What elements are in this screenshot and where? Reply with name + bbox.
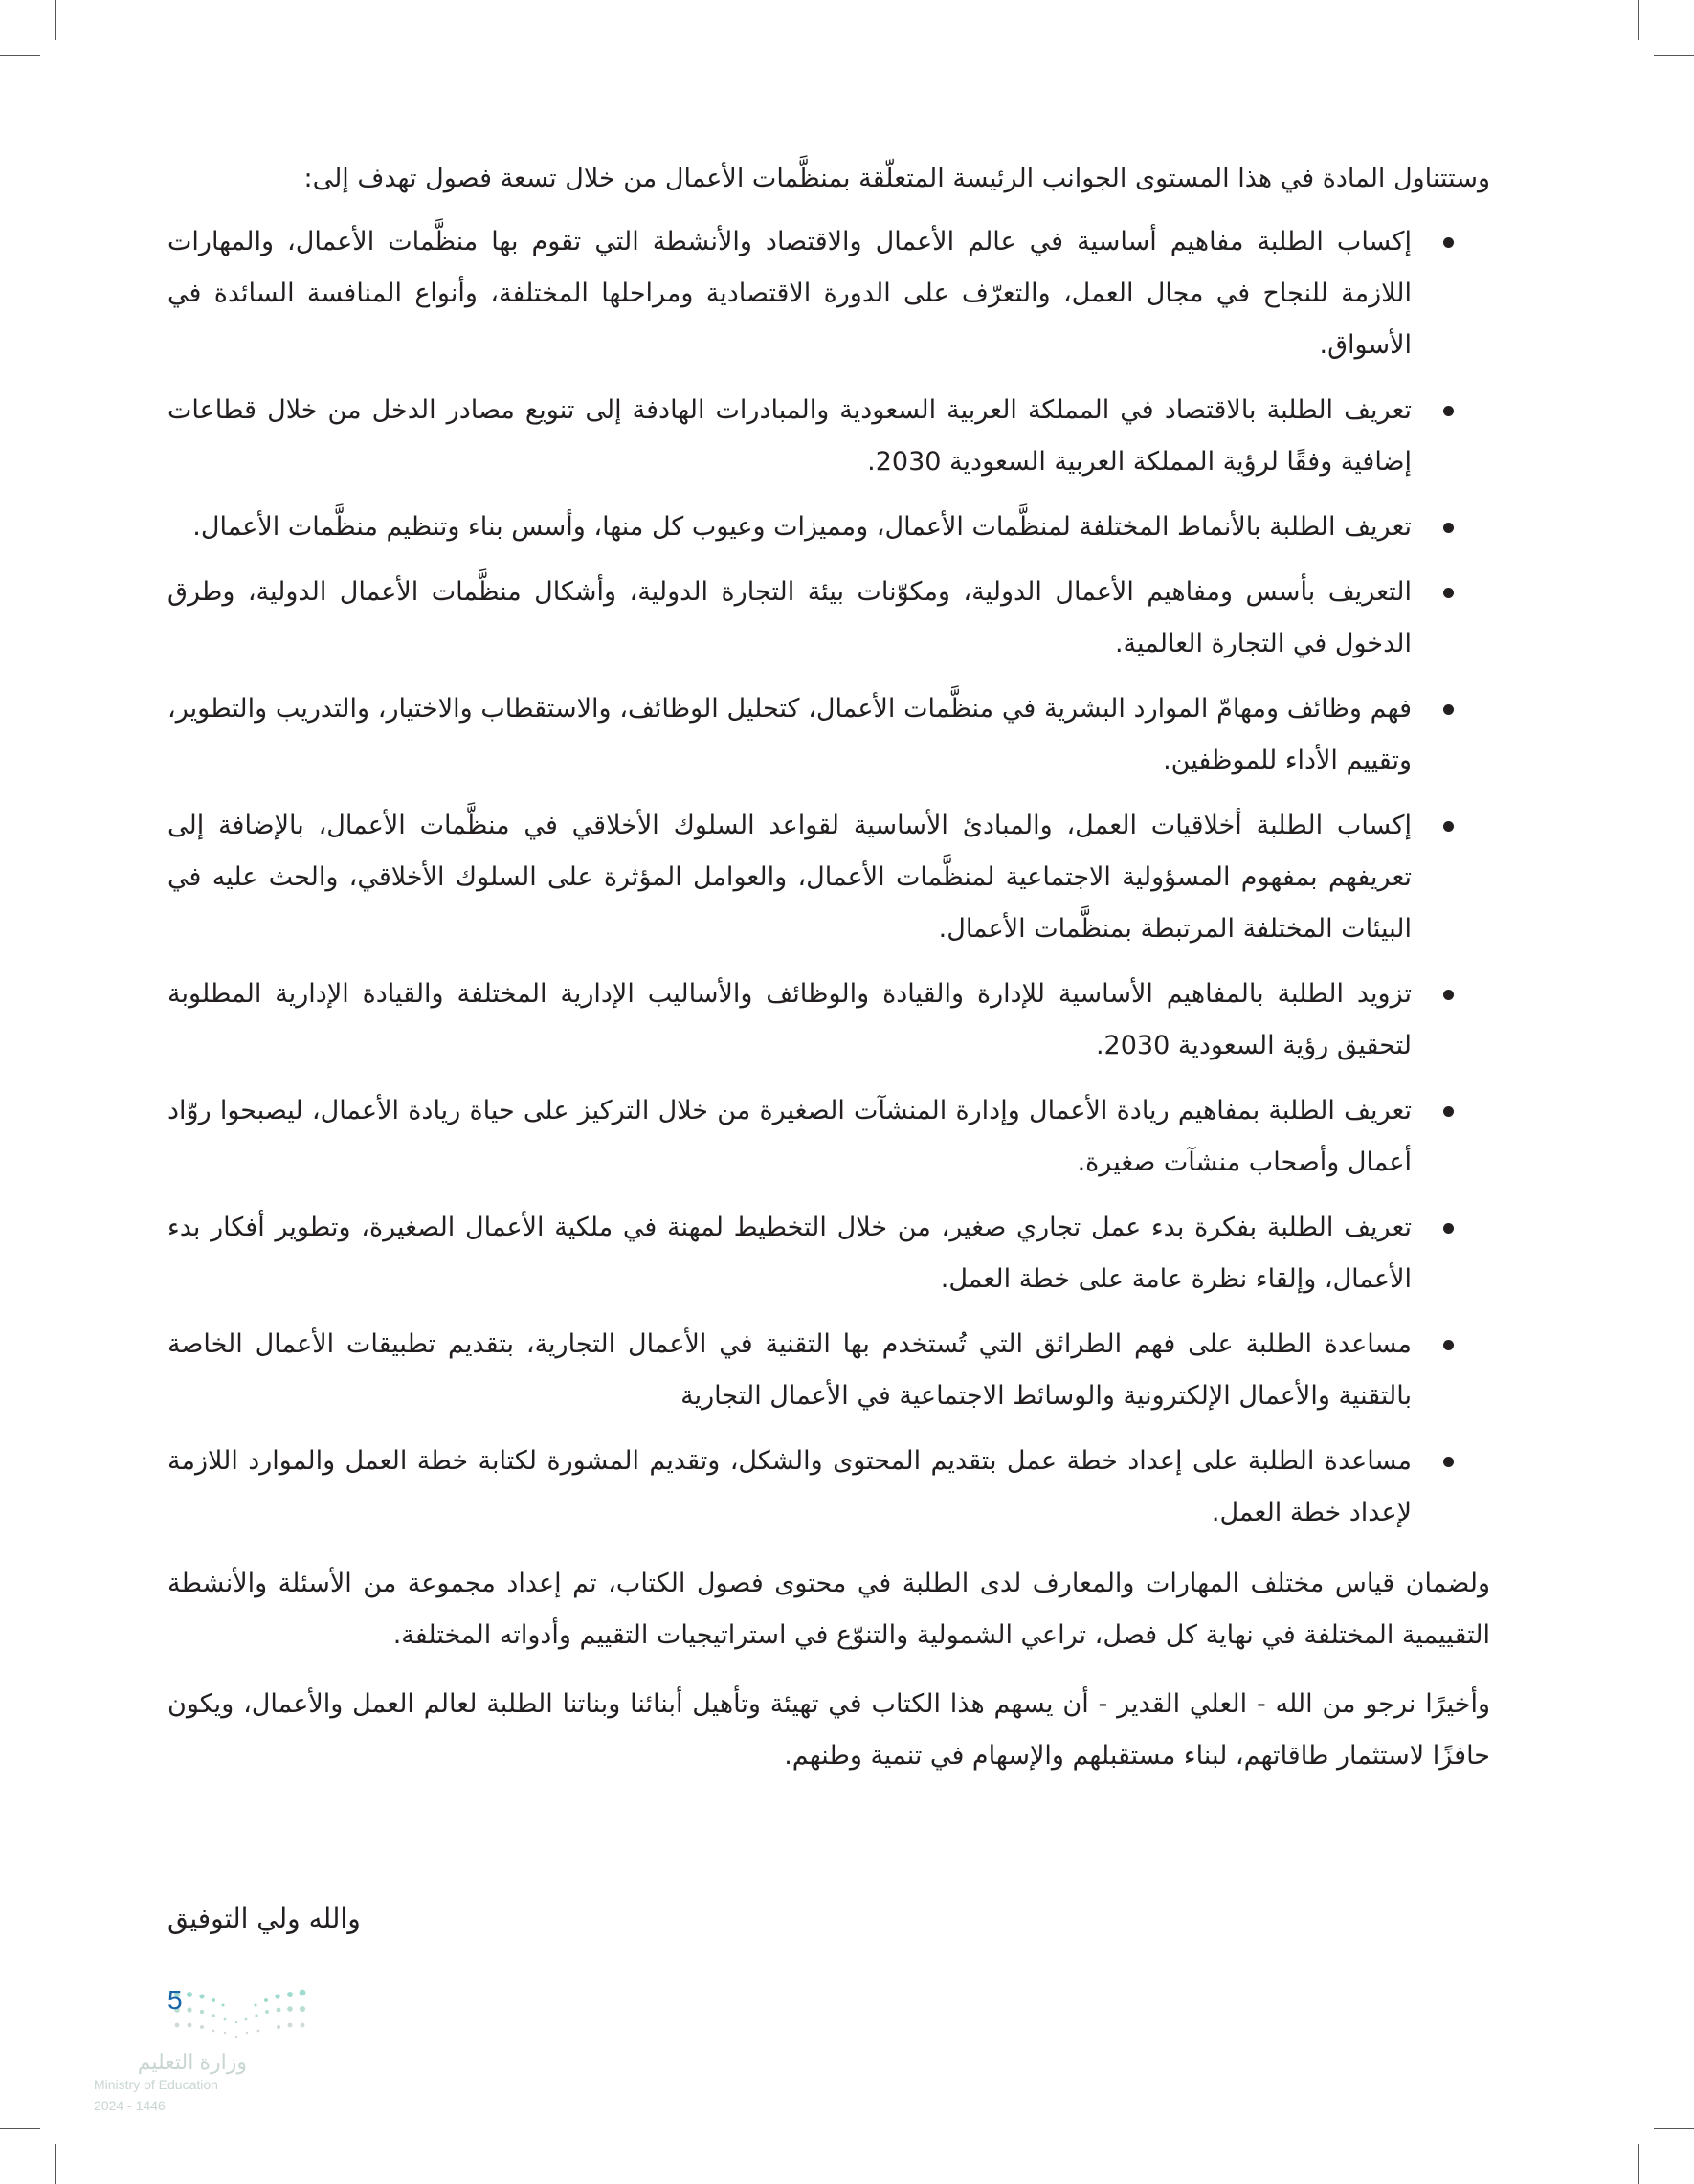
objective-text: التعريف بأسس ومفاهيم الأعمال الدولية، ومكوّنات بيئة التجارة الدولية، وأشكال منظَّمات الأعمال الدولية، وطرق الدخول في التجارة العالمية. (167, 577, 1412, 658)
ministry-name-english: Ministry of Education (94, 2077, 218, 2092)
objective-text: مساعدة الطلبة على إعداد خطة عمل بتقديم المحتوى والشكل، وتقديم المشورة لكتابة خطة العمل والموارد اللازمة لإعداد خطة العمل. (167, 1446, 1412, 1527)
crop-mark-bottom-left-horizontal (0, 2128, 40, 2129)
objective-item (167, 567, 1490, 670)
objective-text: تعريف الطلبة بفكرة بدء عمل تجاري صغير، من خلال التخطيط لمهنة في ملكية الأعمال الصغيرة، وتطوير أفكار بدء الأعمال، وإلقاء نظرة عامة على خطة العمل. (167, 1213, 1412, 1294)
objective-item (167, 683, 1490, 787)
objective-text: تعريف الطلبة بالاقتصاد في المملكة العربية السعودية والمبادرات الهادفة إلى تنويع مصادر الدخل من خلال قطاعات إضافية وفقًا لرؤية المملكة العربية السعودية 2030. (167, 395, 1412, 477)
bullet-icon (1443, 821, 1454, 832)
crop-mark-bottom-right-horizontal (1654, 2128, 1694, 2129)
objective-item (167, 216, 1490, 371)
bullet-icon (1443, 1340, 1454, 1350)
objective-item (167, 501, 1490, 553)
bullet-icon (1443, 1457, 1454, 1467)
objective-text: تعريف الطلبة بالأنماط المختلفة لمنظَّمات الأعمال، ومميزات وعيوب كل منها، وأسس بناء وتنظيم منظَّمات الأعمال. (192, 512, 1412, 542)
objective-item (167, 969, 1490, 1072)
objectives-list (167, 216, 1490, 1539)
objective-text: مساعدة الطلبة على فهم الطرائق التي تُستخدم بها التقنية في الأعمال التجارية، بتقديم تطبيقات الأعمال الخاصة بالتقنية والأعمال الإلكترونية والوسائط الاجتماعية في الأعمال التجارية (167, 1329, 1412, 1411)
crop-mark-bottom-right-vertical (1638, 2144, 1639, 2184)
objective-item (167, 1202, 1490, 1305)
bullet-icon (1443, 588, 1454, 598)
objective-item (167, 1319, 1490, 1422)
bullet-icon (1443, 990, 1454, 1000)
crop-mark-top-left-horizontal (0, 55, 40, 56)
ministry-logo-dots-icon (167, 1989, 311, 2041)
closing-paragraph: وأخيرًا نرجو من الله - العلي القدير - أن يسهم هذا الكتاب في تهيئة وتأهيل أبنائنا وبناتنا الطلبة لعالم العمل والأعمال، ويكون حافزًا لاستثمار طاقاتهم، لبناء مستقبلهم والإسهام في تنمية وطنهم. (167, 1689, 1490, 1771)
signoff: والله ولي التوفيق (167, 1903, 361, 1934)
objective-item (167, 1436, 1490, 1539)
objective-item (167, 1085, 1490, 1189)
crop-mark-top-right-horizontal (1654, 55, 1694, 56)
assessment-paragraph: ولضمان قياس مختلف المهارات والمعارف لدى الطلبة في محتوى فصول الكتاب، تم إعداد مجموعة من الأسئلة والأنشطة التقييمية المختلفة في نهاية كل فصل، تراعي الشمولية والتنوّع في استراتيجيات التقييم وأدواته المختلفة. (167, 1569, 1490, 1650)
crop-mark-top-right-vertical (1638, 0, 1639, 40)
bullet-icon (1443, 406, 1454, 416)
edition-year: 2024 - 1446 (94, 2098, 166, 2113)
bullet-icon (1443, 237, 1454, 248)
closing-section (167, 1558, 1490, 1782)
bullet-icon (1443, 1106, 1454, 1117)
objective-text: إكساب الطلبة أخلاقيات العمل، والمبادئ الأساسية لقواعد السلوك الأخلاقي في منظَّمات الأعمال، بالإضافة إلى تعريفهم بمفهوم المسؤولية الاجتماعية لمنظَّمات الأعمال، والعوامل المؤثرة على السلوك الأخلاقي، والحث عليه في البيئات المختلفة المرتبطة بمنظَّمات الأعمال. (167, 811, 1412, 944)
ministry-name-arabic: وزارة التعليم (137, 2050, 247, 2074)
objective-text: إكساب الطلبة مفاهيم أساسية في عالم الأعمال والاقتصاد والأنشطة التي تقوم بها منظَّمات الأعمال، والمهارات اللازمة للنجاح في مجال العمل، والتعرّف على الدورة الاقتصادية ومراحلها المختلفة، وأنواع المنافسة السائدة في الأسواق. (167, 227, 1412, 360)
page-number: 5 (167, 1985, 183, 2015)
ministry-branding (94, 2050, 247, 2113)
crop-mark-top-left-vertical (55, 0, 56, 40)
intro-paragraph: وستتناول المادة في هذا المستوى الجوانب الرئيسة المتعلّقة بمنظَّمات الأعمال من خلال تسعة فصول تهدف إلى: (303, 164, 1490, 193)
bullet-icon (1443, 523, 1454, 533)
bullet-icon (1443, 1223, 1454, 1234)
crop-mark-bottom-left-vertical (55, 2144, 56, 2184)
objective-text: تزويد الطلبة بالمفاهيم الأساسية للإدارة والقيادة والوظائف والأساليب الإدارية المختلفة والقيادة الإدارية المطلوبة لتحقيق رؤية السعودية 2030. (167, 979, 1412, 1060)
objective-item (167, 385, 1490, 488)
objective-item (167, 800, 1490, 955)
bullet-icon (1443, 704, 1454, 715)
page-content (167, 153, 1490, 1799)
objective-text: فهم وظائف ومهامّ الموارد البشرية في منظَّمات الأعمال، كتحليل الوظائف، والاستقطاب والاختيار، والتدريب والتطوير، وتقييم الأداء للموظفين. (167, 694, 1412, 775)
objective-text: تعريف الطلبة بمفاهيم ريادة الأعمال وإدارة المنشآت الصغيرة من خلال التركيز على حياة ريادة الأعمال، ليصبحوا روّاد أعمال وأصحاب منشآت صغيرة. (167, 1096, 1412, 1177)
